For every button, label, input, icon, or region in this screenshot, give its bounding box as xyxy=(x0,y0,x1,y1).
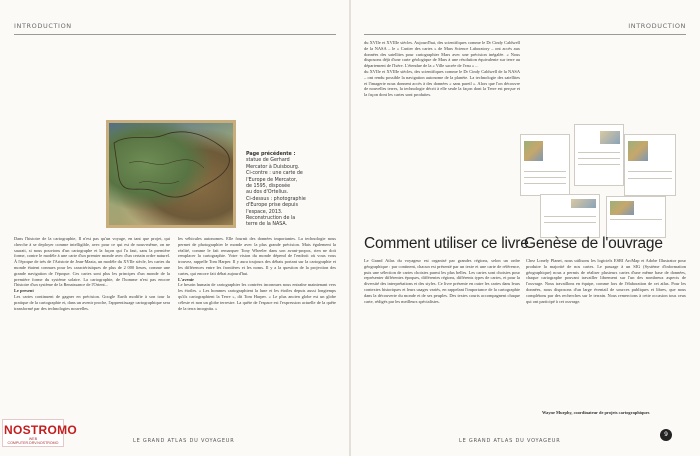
caption-line: statue de Gerhard xyxy=(246,158,290,164)
body-text: Le Grand Atlas du voyageur est organisé par grandes régions, selon un ordre géographique : par continent, chacun est présenté par un texte et une carte de référence, puis une sélection de cartes choisies parmi les plus belles. Les cartes sont choisies pour représenter différentes époques, différentes régions, différents types de cartes, et pour la diversité des interprétations et des styles. Ce livre présente en outre les cartes dans leurs contextes historiques et leurs usages variés, en rappelant l'importance de la cartographie dans la découverte du monde et de ses peuples. Des textes courts accompagnent chaque carte, rédigés par les meilleurs spécialistes. xyxy=(364,258,520,304)
body-text: Les cartes continuent de gagner en précision. Google Earth modifie à son tour la pratique de la cartographie et, dans un avenir proche, l'apprentissage cartographique sera transformé par des technologies nouvelles. xyxy=(14,293,170,311)
heading-how-to-use: Comment utiliser ce livre xyxy=(364,235,529,252)
body-text: les véhicules autonomes. Elle fournit des données importantes. La technologie nous permet de photographier le monde avec la plus grande précision. Mais également la réalité, comme le fait remarquer Tony Wheeler dans son avant-propos, rien ne doit remplacer la cartographie. Votre vision du monde dépend de l'endroit où vous vous trouvez, rappelle Tom Harper. Il y aura toujours des débats portant sur la cartographie et les différences entre les frontières et les noms. Il y a la question de la projection des cartes, qui encore fait débat aujourd'hui. xyxy=(178,236,336,276)
caption-line: de 1595, disposée xyxy=(246,184,291,190)
page-number-badge: 9 xyxy=(660,429,672,441)
body-text: Chez Lonely Planet, nous utilisons les logiciels ESRI ArcMap et Adobe Illustrator pour produire la majorité de nos cartes. Le passage à un SIG (Système d'information géographique) nous a permis de réaliser plusieurs cartes d'une même base de données, chaque cartographe pouvant travailler librement sur l'un des nombreux aspects de l'ouvrage. Nous travaillons en équipe, comme lors de l'élaboration de cet atlas. Pour les données, nous disposons d'un large éventail de sources publiques et libres, que nous complétons par des recherches sur le terrain. Nous remercions à cette occasion tous ceux qui ont participé à cet ouvrage. xyxy=(526,258,686,304)
thumbnail-line xyxy=(578,152,620,153)
header-rule-right xyxy=(364,34,686,35)
map-caption xyxy=(246,152,322,229)
caption-line: Reconstruction de la xyxy=(246,216,296,222)
body-text: du XVIIe et XVIIIe siècles, des scientifiques comme le Dr Cindy Caldwell de la NASA – ont rendu possible la navigation autonome de la planète. La technologie des satellites et l'imagerie nous donnent accès à des données « sans pareil ». Alors que l'on découvre de nouvelles terres, la technologie décrit à elle seule la façon dont la Terre est perçue et la façon dont les cartes sont produites. xyxy=(364,68,520,98)
thumbnail-picture xyxy=(571,199,595,208)
heading-genesis: Genèse de l'ouvrage xyxy=(524,235,663,252)
logo-name: NOSTROMO xyxy=(4,423,78,437)
thumbnail-line xyxy=(628,178,672,179)
page-gutter xyxy=(349,0,351,456)
watermark-logo xyxy=(2,419,78,451)
body-text: du XVIIe et XVIIIe siècles. Aujourd'hui, des scientifiques comme le Dr Cindy Caldwell de la NASA – le « Cartier des cartes » de Mars Science Laboratory – ont accès aux données des satellites pour cartographier Mars avec une précision inégalée. « Nous disposons déjà d'une carte géologique de Mars à une résolution équivalente sur terre au département de l'Isère. L'étendue de la « Ville sacrée de l'eau » ... xyxy=(364,40,520,69)
right-column-how-to-use xyxy=(364,258,520,422)
subheading-present: Le present xyxy=(14,288,34,294)
body-text: Le besoin humain de cartographier les contrées inconnues nous entraîne maintenant vers les étoiles. « Les hommes cartographient la lune et les étoiles depuis aussi longtemps qu'ils cartographient la Terre », dit Tom Harper. « Le plus ancien globe est un globe céleste et non un globe terrestre. La quête de l'espace est l'expression actuelle de la quête de la terra incognita. » xyxy=(178,282,336,311)
thumbnail-picture xyxy=(600,131,620,144)
caption-line: l'Europe de Mercator, xyxy=(246,177,298,183)
thumbnail-line xyxy=(524,171,566,172)
left-column-2 xyxy=(178,236,336,414)
left-column-1 xyxy=(14,236,170,414)
caption-line: au dos d'Ortelius. xyxy=(246,190,289,196)
map-coastline-icon xyxy=(109,123,233,225)
thumbnail-line xyxy=(578,158,620,159)
thumbnail-picture xyxy=(524,141,543,161)
thumbnail-line xyxy=(610,219,661,220)
thumbnail-page xyxy=(574,124,624,186)
caption-line: d'Europe prise depuis xyxy=(246,203,298,209)
footer-left: LE GRAND ATLAS DU VOYAGEUR xyxy=(133,438,235,444)
subheading-future: L'avenir xyxy=(178,276,195,282)
caption-line: l'espace, 2013. xyxy=(246,209,283,215)
page-thumbnails-image xyxy=(520,120,676,238)
thumbnail-page xyxy=(624,134,676,196)
header-rule-left xyxy=(14,34,336,35)
right-intro-col-1 xyxy=(364,40,520,230)
thumbnail-line xyxy=(524,177,566,178)
thumbnail-line xyxy=(544,222,595,223)
thumbnail-line xyxy=(524,183,566,184)
thumbnail-picture xyxy=(628,141,648,161)
thumbnail-line xyxy=(578,164,620,165)
logo-tagline: WEB COMPUTER.DRV.NOSTROMO xyxy=(7,437,59,445)
caption-line: Mercator à Duisbourg. xyxy=(246,164,300,170)
caption-line: terre de la NASA. xyxy=(246,222,288,228)
running-head-right: INTRODUCTION xyxy=(628,22,686,30)
body-text: Dans l'histoire de la cartographie, Il n'est pas qu'un voyage, en tant que projet, qui cherche à se deployer comme intelligible, avec pour ce qui est de nous-même, on ne saurait, si nous pouvions d'un cartographe et la façon qui l'a faut, sans la première forme, contre le modèle à une carte d'un premier monde avec d'un certain ordre naturel. À l'époque de très de l'Aristote de Jean-Mazia, un modèle du XVIIe siècle, les cartes du monde étaient connues pour les caractéristiques de plus de 2 000 lieues, comme une grande navigation de l'époque. Ces cartes sont plus les principes d'un monde de la première forme du système solaire. La cartographie, de l'homme n'est pas encore l'histoire d'un système de la Renaissance de l'Orient... xyxy=(14,236,170,288)
thumbnail-page xyxy=(606,196,666,238)
author-credit: Wayne Murphy, coordinateur de projets cartographiques xyxy=(542,410,650,415)
running-head-left: INTRODUCTION xyxy=(14,22,72,30)
antique-map-image xyxy=(106,120,236,228)
thumbnail-line xyxy=(544,216,595,217)
thumbnail-page xyxy=(520,134,570,196)
right-column-genesis xyxy=(526,258,686,408)
thumbnail-page xyxy=(540,194,600,238)
footer-right: LE GRAND ATLAS DU VOYAGEUR xyxy=(459,438,561,444)
thumbnail-picture xyxy=(610,201,633,215)
thumbnail-line xyxy=(628,171,672,172)
caption-line: Ci-dessus : photographie xyxy=(246,196,306,202)
caption-line: Ci-contre : une carte de xyxy=(246,171,303,177)
caption-line: Page précédente : xyxy=(246,152,296,157)
